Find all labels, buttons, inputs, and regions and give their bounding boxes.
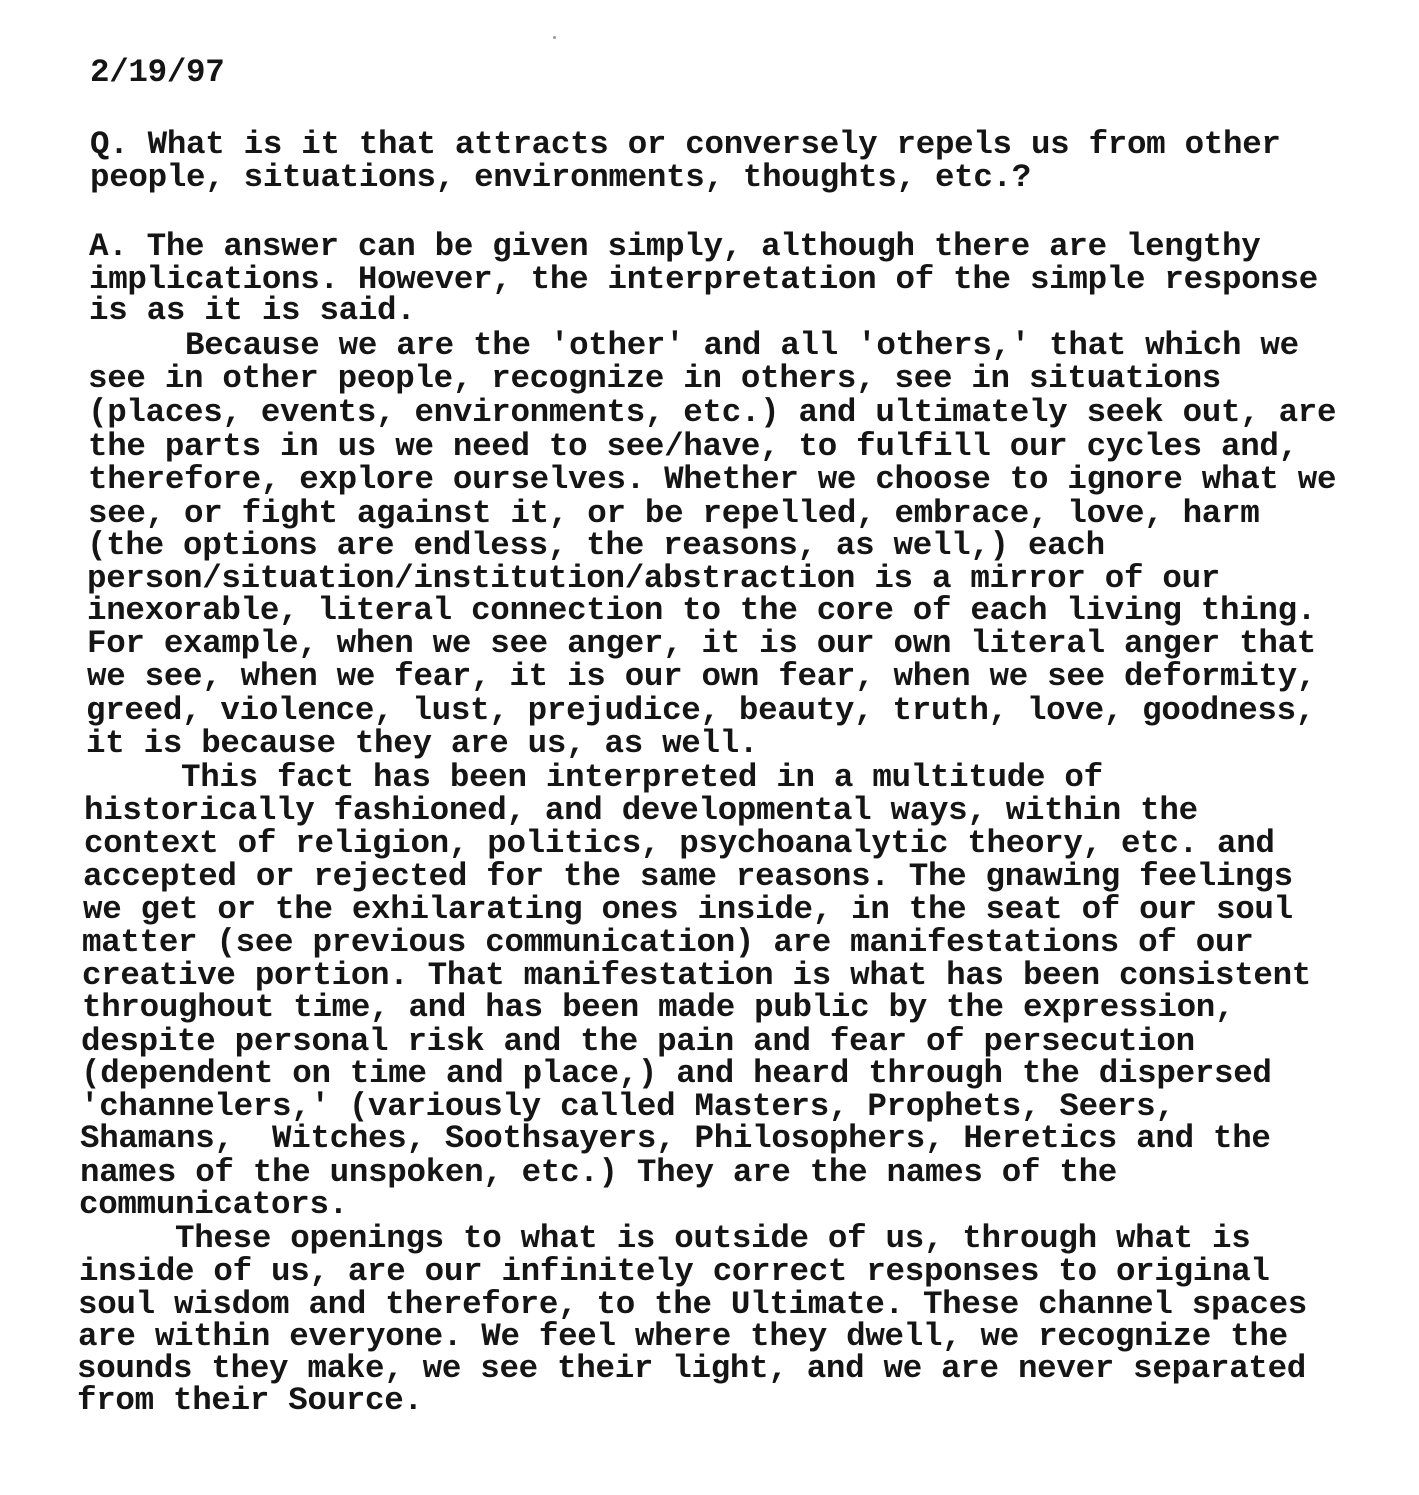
document-date: 2/19/97 — [90, 54, 225, 91]
paragraph-line: sounds they make, we see their light, and we are never separated — [77, 1350, 1307, 1387]
paragraph-line: throughout time, and has been made public by the expression, — [82, 989, 1235, 1026]
paragraph-line: see in other people, recognize in others, see in situations — [88, 360, 1221, 397]
paragraph-line: we see, when we fear, it is our own fear, when we see deformity, — [87, 658, 1317, 695]
paragraph-line: inside of us, are our infinitely correct responses to original — [79, 1253, 1270, 1290]
paragraph-line: are within everyone. We feel where they dwell, we recognize the — [78, 1318, 1288, 1355]
paragraph-line: context of religion, politics, psychoanalytic theory, etc. and — [84, 825, 1275, 862]
paragraph-line: Shamans, Witches, Soothsayers, Philosophers, Heretics and the — [80, 1120, 1271, 1157]
paragraph-line: This fact has been interpreted in a multitude of — [85, 759, 1103, 796]
paragraph-line: inexorable, literal connection to the core of each living thing. — [87, 592, 1317, 629]
paragraph-line: (dependent on time and place,) and heard through the dispersed — [81, 1055, 1272, 1092]
paragraph-line: person/situation/institution/abstraction is a mirror of our — [87, 560, 1220, 597]
paragraph-line: we get or the exhilarating ones inside, in the seat of our soul — [83, 891, 1293, 928]
question-line: people, situations, environments, thoughts, etc.? — [90, 159, 1031, 196]
paragraph-line: the parts in us we need to see/have, to fulfill our cycles and, — [88, 428, 1298, 465]
paragraph-line: matter (see previous communication) are manifestations of our — [82, 924, 1254, 961]
paragraph-line: These openings to what is outside of us, through what is — [79, 1220, 1251, 1257]
paragraph-line: Because we are the 'other' and all 'others,' that which we — [89, 327, 1299, 364]
answer-line: is as it is said. — [89, 292, 416, 329]
paragraph-line: see, or fight against it, or be repelled, embrace, love, harm — [88, 495, 1260, 532]
paragraph-line: therefore, explore ourselves. Whether we choose to ignore what we — [88, 461, 1337, 498]
paragraph-line: For example, when we see anger, it is our own literal anger that — [87, 625, 1317, 662]
paragraph-line: communicators. — [79, 1186, 348, 1223]
paragraph-line: accepted or rejected for the same reasons. The gnawing feelings — [83, 858, 1293, 895]
paragraph-line: soul wisdom and therefore, to the Ultimate. These channel spaces — [78, 1286, 1308, 1323]
answer-line: A. The answer can be given simply, although there are lengthy — [89, 228, 1261, 265]
paragraph-line: despite personal risk and the pain and fear of persecution — [81, 1023, 1195, 1060]
paragraph-line: names of the unspoken, etc.) They are the names of the — [80, 1154, 1117, 1191]
paragraph-line: historically fashioned, and developmental ways, within the — [84, 792, 1198, 829]
paragraph-line: greed, violence, lust, prejudice, beauty, truth, love, goodness, — [86, 692, 1316, 729]
paragraph-line: from their Source. — [77, 1382, 423, 1419]
paragraph-line: 'channelers,' (variously called Masters, Prophets, Seers, — [80, 1088, 1175, 1125]
answer-line: implications. However, the interpretation of the simple response — [89, 261, 1319, 298]
scan-speck — [553, 36, 556, 39]
paragraph-line: (places, events, environments, etc.) and ultimately seek out, are — [88, 394, 1337, 431]
question-line: Q. What is it that attracts or conversely repels us from other — [90, 126, 1281, 163]
paragraph-line: (the options are endless, the reasons, as well,) each — [87, 527, 1105, 564]
paragraph-line: it is because they are us, as well. — [86, 725, 759, 762]
paragraph-line: creative portion. That manifestation is what has been consistent — [82, 957, 1312, 994]
